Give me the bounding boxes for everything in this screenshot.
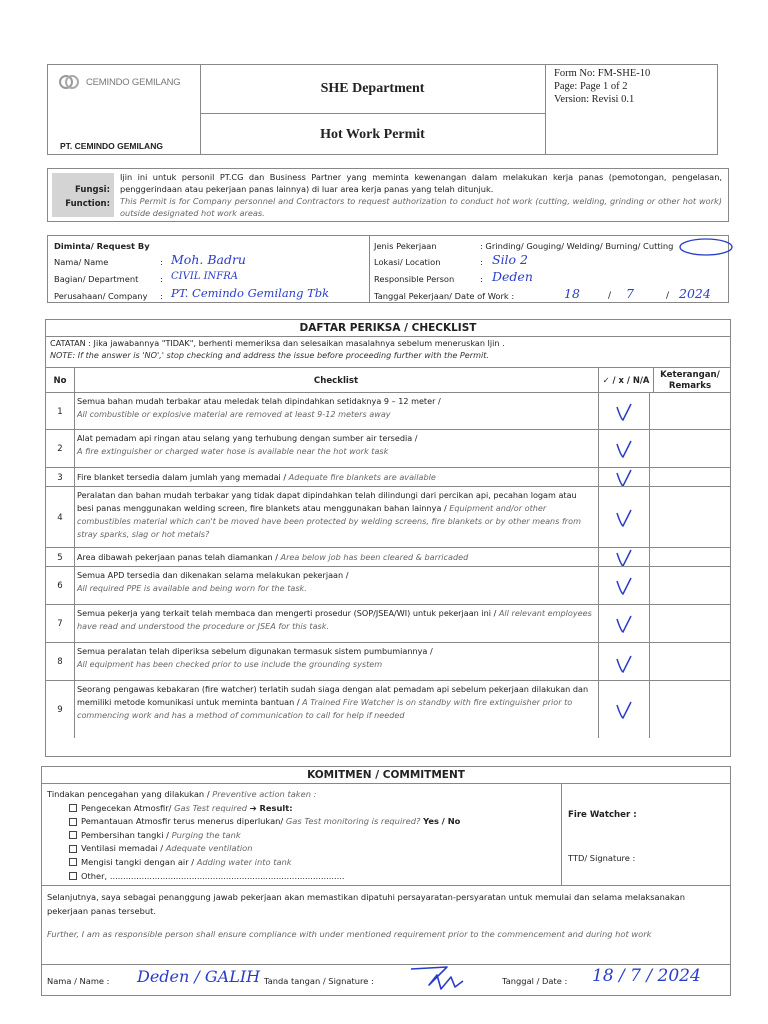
row-remarks[interactable] — [650, 393, 730, 430]
commitment-statement — [47, 890, 724, 950]
job-row — [374, 241, 673, 251]
checklist-row — [46, 429, 730, 468]
company-value[interactable]: PT. Cemindo Gemilang Tbk — [171, 286, 330, 300]
checkbox-icon[interactable] — [69, 845, 77, 853]
preventive-actions — [47, 788, 460, 883]
option-text-en: Gas Test monitoring is required? — [285, 816, 421, 827]
responsible-label: Responsible Person — [374, 274, 455, 284]
row-remarks[interactable] — [650, 468, 730, 487]
company-logo — [58, 74, 180, 90]
check-mark-icon — [615, 439, 633, 459]
checkbox-icon[interactable] — [69, 818, 77, 826]
date-day[interactable]: 18 — [564, 286, 580, 301]
row-text — [77, 432, 595, 458]
signoff-name-label: Nama / Name : — [47, 976, 110, 986]
checklist-row — [46, 467, 730, 487]
preventive-option[interactable] — [47, 870, 460, 884]
form-number: Form No: FM-SHE-10 — [554, 68, 651, 79]
row-text-en: All equipment has been checked prior to use include the grounding system — [77, 659, 383, 669]
function-label — [52, 173, 114, 217]
request-heading: Diminta/ Request By — [54, 241, 150, 251]
cutting-circle-mark — [678, 237, 736, 257]
option-text-id: Pengecekan Atmosfir/ — [81, 802, 172, 813]
preventive-option[interactable] — [47, 829, 460, 843]
option-extra: Yes / No — [423, 816, 461, 827]
row-text-en: All relevant employees have read and understood the procedure or JSEA for this task. — [77, 608, 592, 631]
row-text-id: Alat pemadam api ringan atau selang yang terhubung dengan sumber air tersedia / — [77, 433, 418, 443]
row-text-en: A Trained Fire Watcher is on standby with fire extinguisher prior to commencing work and has a method of communication to call for help if needed — [77, 697, 573, 720]
col-checklist: Checklist — [313, 376, 359, 386]
col-no: No — [46, 368, 75, 393]
option-text-id: Pemantauan Atmosfir terus menerus diperlukan/ — [81, 816, 284, 827]
check-mark-icon — [615, 468, 633, 488]
row-mark[interactable] — [598, 393, 650, 430]
signoff-date-value[interactable]: 18 / 7 / 2024 — [592, 966, 701, 986]
company-name: PT. CEMINDO GEMILANG — [60, 141, 163, 151]
row-text-en: All required PPE is available and being worn for the task. — [77, 583, 307, 593]
option-text-id: Ventilasi memadai / — [81, 843, 164, 854]
function-text-en: This Permit is for Company personnel and Contractors to request authorization to conduct hot work (cutting, welding, grinding or other hot work) outside designated hot work areas. — [120, 196, 722, 218]
option-extra: ➔ Result: — [249, 802, 293, 813]
option-text-en: Adequate ventilation — [165, 843, 253, 854]
row-remarks[interactable] — [650, 643, 730, 681]
request-dept-row: Bagian/ Department : CIVIL INFRA — [54, 271, 238, 284]
date-month[interactable]: 7 — [626, 286, 634, 301]
checklist-row — [46, 547, 730, 567]
function-label-id: Fungsi: — [75, 185, 110, 195]
signoff-name-value[interactable]: Deden / GALIH — [137, 967, 261, 986]
request-section — [47, 235, 729, 303]
row-text-en: All combustible or explosive material are removed at least 9-12 meters away — [77, 409, 391, 419]
row-number: 1 — [46, 393, 75, 430]
row-text — [77, 395, 595, 421]
option-text-id: Mengisi tangki dengan air / — [81, 856, 195, 867]
row-text-id: Area dibawah pekerjaan panas telah diamankan / — [77, 552, 278, 562]
preventive-option[interactable] — [47, 815, 460, 829]
function-section — [47, 168, 729, 222]
form-info — [554, 67, 650, 106]
preventive-intro-en: Preventive action taken : — [212, 789, 317, 799]
checkbox-icon[interactable] — [69, 872, 77, 880]
checklist-title: DAFTAR PERIKSA / CHECKLIST — [46, 320, 730, 337]
request-company-row: Perusahaan/ Company : PT. Cemindo Gemilang Tbk — [54, 286, 330, 301]
responsible-row: Responsible Person : Deden — [374, 269, 533, 284]
row-mark[interactable] — [598, 643, 650, 681]
dept-label: Bagian/ Department — [54, 274, 139, 284]
option-text-en: Adding water into tank — [196, 856, 292, 867]
function-text-id: Ijin ini untuk personil PT.CG dan Business Partner yang meminta kewenangan dalam melakukan kerja panas (pemotongan, pengelasan, penggerindaan atau pekerjaan panas lainnya) di luar area kerja panas yang telah ditunjuk. — [120, 172, 722, 194]
option-text-id: Pembersihan tangki / — [81, 829, 169, 840]
check-mark-icon — [615, 508, 633, 528]
signature-scribble[interactable] — [407, 963, 471, 995]
check-mark-icon — [615, 576, 633, 596]
form-header — [47, 64, 718, 155]
row-mark[interactable] — [598, 567, 650, 605]
row-text-id: Seorang pengawas kebakaran (fire watcher) terlatih sudah siaga dengan alat pemadam api sebelum pekerjaan dilakukan dan memiliki metode komunikasi untuk meminta bantuan / — [77, 684, 589, 707]
checklist-header-row — [46, 367, 730, 393]
row-text — [77, 569, 595, 595]
preventive-option[interactable] — [47, 856, 460, 870]
checklist-row — [46, 604, 730, 643]
fire-watcher-label: Fire Watcher : — [568, 810, 637, 820]
row-text-id: Semua bahan mudah terbakar atau meledak telah dipindahkan setidaknya 9 – 12 meter / — [77, 396, 441, 406]
row-text-en: Area below job has been cleared & barricaded — [280, 552, 469, 562]
request-name-row: Nama/ Name : Moh. Badru — [54, 252, 246, 267]
row-remarks[interactable] — [650, 548, 730, 567]
option-text-en: Gas Test required — [174, 802, 248, 813]
row-remarks[interactable] — [650, 681, 730, 738]
col-remarks: Keterangan/ Remarks — [660, 370, 720, 391]
check-mark-icon — [615, 402, 633, 422]
row-mark[interactable] — [598, 468, 650, 487]
row-mark[interactable] — [598, 681, 650, 738]
company-cell — [48, 65, 201, 154]
checklist-section — [45, 319, 731, 757]
checkbox-icon[interactable] — [69, 804, 77, 812]
row-number: 5 — [46, 548, 75, 567]
job-value[interactable]: : Grinding/ Gouging/ Welding/ Burning/ Cutting — [480, 241, 674, 251]
date-row: Tanggal Pekerjaan/ Date of Work : 18 / 7 / 2024 — [374, 286, 711, 301]
dept-value[interactable]: CIVIL INFRA — [171, 271, 238, 282]
page-number: Page: Page 1 of 2 — [554, 81, 628, 92]
row-mark[interactable] — [598, 605, 650, 643]
option-text-id: Other, ......................................................................................... — [81, 870, 345, 881]
commitment-section — [41, 766, 731, 996]
check-mark-icon — [615, 548, 633, 568]
row-text-id: Semua pekerja yang terkait telah membaca dan mengerti prosedur (SOP/JSEA/WI) untuk pekerjaan ini / — [77, 608, 497, 618]
checklist-row — [46, 680, 730, 738]
row-number: 4 — [46, 487, 75, 548]
row-text-en: Equipment and/or other combustibles material which can't be moved have been protected by welding screens, fire blankets or by other means from stray sparks, slag or hot metals? — [77, 503, 581, 539]
function-text — [120, 171, 722, 219]
date-year[interactable]: 2024 — [679, 286, 711, 301]
preventive-intro-id: Tindakan pencegahan yang dilakukan / — [47, 789, 210, 799]
row-number: 3 — [46, 468, 75, 487]
department-title: SHE Department — [320, 81, 425, 96]
name-value[interactable]: Moh. Badru — [171, 252, 246, 267]
function-label-en: Function: — [65, 199, 110, 209]
row-text — [77, 683, 595, 722]
row-remarks[interactable] — [650, 487, 730, 548]
preventive-option[interactable] — [47, 842, 460, 856]
name-label: Nama/ Name — [54, 257, 109, 267]
location-row: Lokasi/ Location : Silo 2 — [374, 252, 529, 267]
statement-id: Selanjutnya, saya sebagai penanggung jawab pekerjaan akan memastikan dipatuhi persayaratan-persyaratan untuk memulai dan selama melaksanakan pekerjaan panas tersebut. — [47, 892, 685, 916]
location-label: Lokasi/ Location — [374, 257, 441, 267]
row-number: 8 — [46, 643, 75, 681]
row-text-en: Adequate fire blankets are available — [288, 472, 436, 482]
signoff-signature-label: Tanda tangan / Signature : — [264, 976, 374, 986]
company-label: Perusahaan/ Company — [54, 291, 148, 301]
row-mark[interactable] — [598, 548, 650, 567]
row-text — [77, 551, 595, 564]
responsible-value[interactable]: Deden — [492, 269, 533, 284]
checklist-row — [46, 642, 730, 681]
job-label: Jenis Pekerjaan — [374, 241, 437, 251]
note-en: NOTE: If the answer is 'NO',' stop checking and address the issue before proceeding further with the Permit. — [50, 350, 489, 360]
row-text-en: A fire extinguisher or charged water hose is available near the hot work task — [77, 446, 389, 456]
row-remarks[interactable] — [650, 567, 730, 605]
row-text — [77, 489, 595, 541]
row-number: 7 — [46, 605, 75, 643]
statement-en: Further, I am as responsible person shall ensure compliance with under mentioned requirement prior to the commencement and during hot work — [47, 929, 652, 939]
col-mark: ✓ / x / N/A — [598, 368, 654, 393]
title-cell — [200, 65, 546, 154]
row-remarks[interactable] — [650, 430, 730, 468]
date-label: Tanggal Pekerjaan/ Date of Work : — [374, 291, 515, 301]
checklist-row — [46, 486, 730, 548]
row-text-id: Semua APD tersedia dan dikenakan selama melakukan pekerjaan / — [77, 570, 349, 580]
row-mark[interactable] — [598, 487, 650, 548]
checkbox-icon[interactable] — [69, 858, 77, 866]
check-mark-icon — [615, 654, 633, 674]
row-number: 9 — [46, 681, 75, 738]
commitment-title: KOMITMEN / COMMITMENT — [42, 767, 730, 784]
version: Version: Revisi 0.1 — [554, 94, 635, 105]
row-text — [77, 645, 595, 671]
checklist-notes — [50, 337, 505, 361]
checklist-row — [46, 566, 730, 605]
row-number: 2 — [46, 430, 75, 468]
row-text-id: Fire blanket tersedia dalam jumlah yang memadai / — [77, 472, 287, 482]
signature-label-ttd: TTD/ Signature : — [568, 853, 636, 863]
note-id: CATATAN : Jika jawabannya "TIDAK", berhenti memeriksa dan selesaikan masalahnya sebelum meneruskan Ijin . — [50, 338, 505, 348]
row-text — [77, 471, 595, 484]
logo-icon — [58, 74, 80, 90]
signoff-row — [47, 965, 724, 995]
row-mark[interactable] — [598, 430, 650, 468]
row-number: 6 — [46, 567, 75, 605]
check-mark-icon — [615, 614, 633, 634]
location-value[interactable]: Silo 2 — [492, 252, 529, 267]
option-text-en: Purging the tank — [171, 829, 241, 840]
row-remarks[interactable] — [650, 605, 730, 643]
row-text-id: Semua peralatan telah diperiksa sebelum digunakan termasuk sistem pumbumiannya / — [77, 646, 433, 656]
signoff-date-label: Tanggal / Date : — [502, 976, 568, 986]
checkbox-icon[interactable] — [69, 831, 77, 839]
row-text-id: Peralatan dan bahan mudah terbakar yang tidak dapat dipindahkan telah dilindungi dari percikan api, pecahan logam atau besi panas menggunakan welding screen, fire blankets atau menggunakan bahan lainnya / — [77, 490, 577, 513]
logo-text: CEMINDO GEMILANG — [86, 76, 181, 88]
check-mark-icon — [615, 700, 633, 720]
permit-title: Hot Work Permit — [320, 127, 425, 142]
row-text — [77, 607, 595, 633]
checklist-row — [46, 392, 730, 430]
preventive-option[interactable] — [47, 802, 460, 816]
